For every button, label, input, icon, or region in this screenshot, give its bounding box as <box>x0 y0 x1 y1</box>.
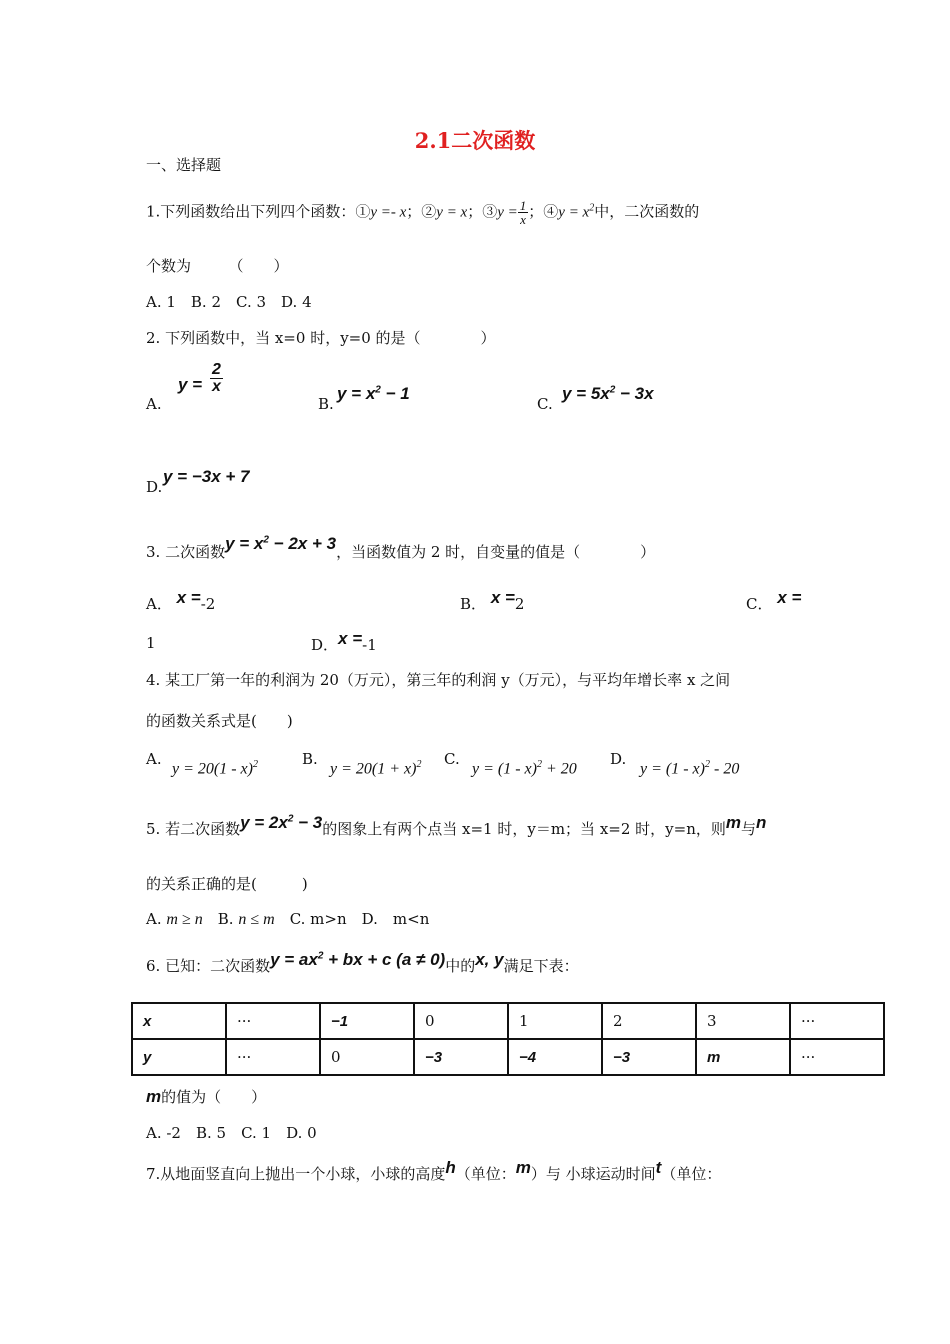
table-cell: ··· <box>790 1003 884 1039</box>
q1-fraction: $\frac{1}{x}$ <box>519 198 527 227</box>
q1-sep: ；④ <box>528 202 559 221</box>
q3-formula: $y = x^2 - 2x + 3$ <box>225 534 337 553</box>
table-cell: −3 <box>602 1039 696 1075</box>
q4-option-b-expr: $y = 20(1 + x)^2$ <box>330 759 422 778</box>
q4-option-d-label: D. <box>610 750 627 768</box>
q3-option-b: B． x =2 <box>460 588 525 613</box>
question-6-stem: 6. 已知：二次函数$y = ax^2$ + bx + c (a ≠ 0)中的x, y满足下表： <box>146 950 579 975</box>
q4-option-a-expr: y = 20(1 - x)$^2$ <box>172 759 258 778</box>
table-row-x <box>132 1003 884 1039</box>
table-cell: ··· <box>226 1003 320 1039</box>
table-cell: 1 <box>508 1003 602 1039</box>
table-cell: ··· <box>790 1039 884 1075</box>
table-row-y <box>132 1039 884 1075</box>
q1-formula-4: y = x <box>558 204 590 221</box>
table-cell: −1 <box>320 1003 414 1039</box>
table-cell: 0 <box>320 1039 414 1075</box>
q2-option-a-label: A. <box>146 395 162 413</box>
q4-option-d-expr: y = (1 - x)$^2$ - 20 <box>640 759 740 778</box>
table-cell: −4 <box>508 1039 602 1075</box>
table-cell: ··· <box>226 1039 320 1075</box>
table-cell: −3 <box>414 1039 508 1075</box>
table-cell: 0 <box>414 1003 508 1039</box>
table-cell: 3 <box>696 1003 790 1039</box>
page-title: 2.1二次函数 <box>414 128 536 153</box>
question-6-options: A. -2 B. 5 C. 1 D. 0 <box>146 1124 317 1142</box>
question-1-line1 <box>146 199 699 226</box>
q2-option-a-fraction: $\frac{2}{x}$ <box>212 361 221 395</box>
question-5-line2: 的关系正确的是( ) <box>146 875 308 893</box>
question-6-after: m的值为（ ） <box>146 1087 267 1106</box>
q3-option-c-value: 1 <box>146 634 156 652</box>
q2-option-d-label: D. <box>146 478 163 496</box>
table-cell: m <box>696 1039 790 1075</box>
q4-option-c-label: C. <box>444 750 460 768</box>
question-7-line1: 7.从地面竖直向上抛出一个小球，小球的高度h（单位：m）与 小球运动时间t（单位： <box>146 1158 722 1183</box>
section-heading: 一、选择题 <box>146 156 222 174</box>
question-2-stem: 2. 下列函数中，当 x=0 时，y=0 的是（ ） <box>146 329 496 347</box>
question-4-line1: 4. 某工厂第一年的利润为 20（万元），第三年的利润 y（万元），与平均年增长率 x 之间 <box>146 671 731 689</box>
value-table <box>131 1002 885 1076</box>
q1-text-end: 中，二次函数的 <box>594 202 700 221</box>
q1-text: 1.下列函数给出下列四个函数：① <box>146 202 371 221</box>
question-5-options: A. m ≥ n B. n ≤ m C. m>n D. m<n <box>146 910 430 928</box>
table-cell: 2 <box>602 1003 696 1039</box>
question-3-stem: 3. 二次函数$y = x^2 - 2x + 3$，当函数值为 2 时，自变量的值是（ ） <box>146 534 656 561</box>
q1-sep: ；② <box>406 202 437 221</box>
q2-option-c-expr: $y = 5x^2 - 3x$ <box>562 384 654 403</box>
question-5-line1: 5. 若二次函数$y = 2x^2 - 3$的图象上有两个点当 x=1 时，y＝m；当 x=2 时，y=n，则m与n <box>146 813 767 838</box>
q1-formula-1: y =- x <box>370 204 407 221</box>
q4-option-c-expr: y = (1 - x)$^2$ + 20 <box>472 759 577 778</box>
question-1-options: A. 1 B. 2 C. 3 D. 4 <box>146 293 312 311</box>
q4-option-b-label: B. <box>302 750 318 768</box>
q2-option-d-expr: y = −3x + 7 <box>163 467 250 486</box>
q3-option-c: C． x = <box>746 588 802 613</box>
table-cell: y <box>132 1039 226 1075</box>
q3-option-d: D．x =-1 <box>311 629 377 654</box>
q1-sep: ；③ <box>467 202 498 221</box>
table-cell: x <box>132 1003 226 1039</box>
q4-option-a-label: A. <box>146 750 162 768</box>
q1-formula-2: y = x <box>436 204 468 221</box>
q1-exponent: 2 <box>589 202 595 214</box>
q2-option-a-lhs: y = <box>178 375 203 394</box>
q2-option-b-expr: $y = x^2 - 1$ <box>337 384 410 403</box>
question-1-line2: 个数为 （ ） <box>146 257 289 275</box>
q3-option-a: A． x =-2 <box>146 588 216 613</box>
q5-formula: $y = 2x^2 - 3$ <box>240 813 323 832</box>
q2-option-b-label: B. <box>318 395 334 413</box>
q1-formula-3-lhs: y = <box>497 204 518 221</box>
q2-option-c-label: C. <box>537 395 553 413</box>
question-4-line2: 的函数关系式是( ) <box>146 712 293 730</box>
q6-formula: $y = ax^2$ + bx + c (a ≠ 0) <box>270 950 446 969</box>
